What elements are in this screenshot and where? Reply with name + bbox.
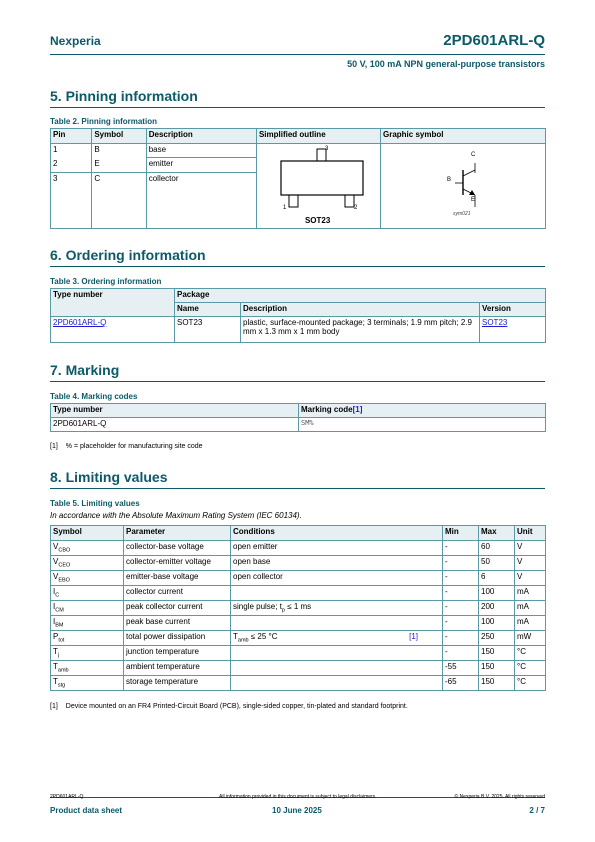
limit-max: 100 bbox=[479, 586, 515, 601]
limit-unit: mA bbox=[515, 586, 546, 601]
table-row: 1 B base 3 1 2 SOT23 C B E sym021 bbox=[51, 144, 546, 158]
ordering-table bbox=[50, 288, 546, 343]
limit-parameter: peak base current bbox=[124, 616, 231, 631]
table4-caption: Table 4. Marking codes bbox=[50, 392, 138, 401]
limit-parameter: collector current bbox=[124, 586, 231, 601]
footer-part: 2PD601ARL-Q bbox=[50, 794, 84, 800]
col-pin: Pin bbox=[51, 129, 92, 144]
outline-package-label: SOT23 bbox=[304, 216, 331, 225]
marking-table bbox=[50, 403, 546, 432]
limit-parameter: peak collector current bbox=[124, 601, 231, 616]
limit-symbol: $P_{tot}$ bbox=[51, 631, 124, 646]
table-row bbox=[51, 571, 546, 586]
limit-symbol: $T_{amb}$ bbox=[51, 661, 124, 676]
limit-conditions: $T_{amb} \le 25$ °C [1] bbox=[231, 631, 443, 646]
limit-symbol: $V_{CBO}$ bbox=[51, 541, 124, 556]
limiting-values-table bbox=[50, 525, 546, 691]
limit-max: 150 bbox=[479, 676, 515, 691]
limit-conditions: open emitter bbox=[231, 541, 443, 556]
col-max: Max bbox=[479, 526, 515, 541]
limit-max: 50 bbox=[479, 556, 515, 571]
limit-max: 250 bbox=[479, 631, 515, 646]
limit-max: 150 bbox=[479, 646, 515, 661]
col-package: Package bbox=[175, 289, 546, 303]
col-graphic: Graphic symbol bbox=[381, 129, 546, 144]
limit-max: 6 bbox=[479, 571, 515, 586]
footer-page: 2 / 7 bbox=[529, 806, 545, 815]
table3-caption: Table 3. Ordering information bbox=[50, 277, 162, 286]
table5-subcaption: In accordance with the Absolute Maximum Rating System (IEC 60134). bbox=[50, 511, 302, 520]
section-pinning-title: 5. Pinning information bbox=[50, 88, 198, 104]
section-ordering-title: 6. Ordering information bbox=[50, 247, 206, 263]
col-version: Version bbox=[480, 303, 546, 317]
limit-conditions: single pulse; $t_p \le 1$ ms bbox=[231, 601, 443, 616]
footer-legal: All information provided in this document is subject to legal disclaimers. bbox=[219, 794, 377, 800]
table-row: 2 E emitter bbox=[51, 158, 546, 173]
limit-max: 100 bbox=[479, 616, 515, 631]
limit-max: 150 bbox=[479, 661, 515, 676]
part-number: 2PD601ARL-Q bbox=[443, 32, 545, 49]
limit-symbol: $I_{CM}$ bbox=[51, 601, 124, 616]
table-row bbox=[51, 586, 546, 601]
col-symbol: Symbol bbox=[51, 526, 124, 541]
section-divider bbox=[50, 381, 545, 382]
col-conditions: Conditions bbox=[231, 526, 443, 541]
limit-symbol: $T_{stg}$ bbox=[51, 676, 124, 691]
limit-unit: V bbox=[515, 571, 546, 586]
limit-min: - bbox=[443, 556, 479, 571]
table-row bbox=[51, 646, 546, 661]
footer-doctype: Product data sheet bbox=[50, 806, 123, 815]
table-row: 2PD601ARL-Q SM% bbox=[51, 418, 546, 432]
table-row: 2PD601ARL-Q SOT23 plastic, surface-mounted package; 3 terminals; 1.9 mm pitch; 2.9 mm x 1.3 mm x 1 mm body SOT23 bbox=[51, 317, 546, 343]
section-marking-title: 7. Marking bbox=[50, 362, 120, 378]
limit-note-ref[interactable]: [1] bbox=[409, 632, 418, 641]
table5-caption: Table 5. Limiting values bbox=[50, 499, 140, 508]
limit-parameter: emitter-base voltage bbox=[124, 571, 231, 586]
limit-symbol: $V_{CEO}$ bbox=[51, 556, 124, 571]
col-outline: Simplified outline bbox=[256, 129, 380, 144]
col-symbol: Symbol bbox=[92, 129, 146, 144]
sot23-outline-drawing bbox=[259, 145, 378, 227]
limit-max: 60 bbox=[479, 541, 515, 556]
limit-min: - bbox=[443, 541, 479, 556]
limit-unit: mW bbox=[515, 631, 546, 646]
document-subtitle: 50 V, 100 mA NPN general-purpose transistors bbox=[347, 59, 545, 69]
limit-unit: °C bbox=[515, 646, 546, 661]
limit-min: - bbox=[443, 586, 479, 601]
table-row bbox=[51, 616, 546, 631]
limit-min: -55 bbox=[443, 661, 479, 676]
limit-symbol: $V_{EBO}$ bbox=[51, 571, 124, 586]
pinning-table bbox=[50, 128, 546, 229]
limit-unit: °C bbox=[515, 661, 546, 676]
symbol-emitter-label: E bbox=[471, 197, 476, 203]
marking-note-ref[interactable]: [1] bbox=[352, 405, 363, 414]
outline-pin3-label: 3 bbox=[324, 146, 329, 152]
limit-max: 200 bbox=[479, 601, 515, 616]
graphic-cell bbox=[381, 144, 546, 229]
col-type-number: Type number bbox=[51, 404, 299, 418]
table-row bbox=[51, 676, 546, 691]
limit-conditions bbox=[231, 586, 443, 601]
col-min: Min bbox=[443, 526, 479, 541]
limit-parameter: collector-emitter voltage bbox=[124, 556, 231, 571]
limit-symbol: $I_{BM}$ bbox=[51, 616, 124, 631]
col-parameter: Parameter bbox=[124, 526, 231, 541]
section-divider bbox=[50, 488, 545, 489]
limit-min: - bbox=[443, 571, 479, 586]
limit-unit: °C bbox=[515, 676, 546, 691]
footer-date: 10 June 2025 bbox=[272, 806, 322, 815]
limit-min: - bbox=[443, 646, 479, 661]
table-row bbox=[51, 556, 546, 571]
outline-cell bbox=[256, 144, 380, 229]
col-name: Name bbox=[175, 303, 241, 317]
col-description: Description bbox=[146, 129, 256, 144]
limit-conditions bbox=[231, 646, 443, 661]
limit-conditions: open collector bbox=[231, 571, 443, 586]
outline-pin1-label: 1 bbox=[282, 205, 287, 211]
col-desc: Description bbox=[241, 303, 480, 317]
col-type-number: Type number bbox=[51, 289, 175, 317]
type-number-link[interactable]: 2PD601ARL-Q bbox=[53, 318, 107, 327]
table-row: 3 C collector bbox=[51, 173, 546, 229]
footer-copyright: © Nexperia B.V. 2025. All rights reserved bbox=[454, 794, 545, 800]
col-marking-code: Marking code[1] bbox=[299, 404, 546, 418]
limit-parameter: storage temperature bbox=[124, 676, 231, 691]
limit-parameter: total power dissipation bbox=[124, 631, 231, 646]
outline-pin2-label: 2 bbox=[353, 205, 358, 211]
limit-unit: V bbox=[515, 541, 546, 556]
section-divider bbox=[50, 266, 545, 267]
table-row bbox=[51, 631, 546, 646]
limit-min: - bbox=[443, 601, 479, 616]
limit-min: -65 bbox=[443, 676, 479, 691]
marking-footnote: [1] % = placeholder for manufacturing site code bbox=[50, 443, 203, 450]
symbol-collector-label: C bbox=[471, 152, 476, 158]
limit-min: - bbox=[443, 631, 479, 646]
limit-conditions bbox=[231, 676, 443, 691]
limit-unit: V bbox=[515, 556, 546, 571]
limit-symbol: $I_C$ bbox=[51, 586, 124, 601]
limit-conditions: open base bbox=[231, 556, 443, 571]
symbol-base-label: B bbox=[447, 177, 452, 183]
limit-unit: mA bbox=[515, 616, 546, 631]
table2-caption: Table 2. Pinning information bbox=[50, 117, 157, 126]
table-row bbox=[51, 661, 546, 676]
col-unit: Unit bbox=[515, 526, 546, 541]
company-name: Nexperia bbox=[50, 34, 101, 48]
section-divider bbox=[50, 107, 545, 108]
section-limiting-title: 8. Limiting values bbox=[50, 469, 168, 485]
limit-parameter: collector-base voltage bbox=[124, 541, 231, 556]
symbol-ref: sym021 bbox=[453, 211, 471, 217]
limiting-footnote: [1] Device mounted on an FR4 Printed-Circuit Board (PCB), single-sided copper, tin-plated and standard footprint. bbox=[50, 703, 408, 710]
limit-unit: mA bbox=[515, 601, 546, 616]
limit-min: - bbox=[443, 616, 479, 631]
header-divider bbox=[50, 54, 545, 55]
limit-parameter: ambient temperature bbox=[124, 661, 231, 676]
table-row bbox=[51, 601, 546, 616]
limit-conditions bbox=[231, 616, 443, 631]
limit-parameter: junction temperature bbox=[124, 646, 231, 661]
limit-symbol: $T_j$ bbox=[51, 646, 124, 661]
table-row bbox=[51, 541, 546, 556]
version-link[interactable]: SOT23 bbox=[482, 318, 508, 327]
limit-conditions bbox=[231, 661, 443, 676]
